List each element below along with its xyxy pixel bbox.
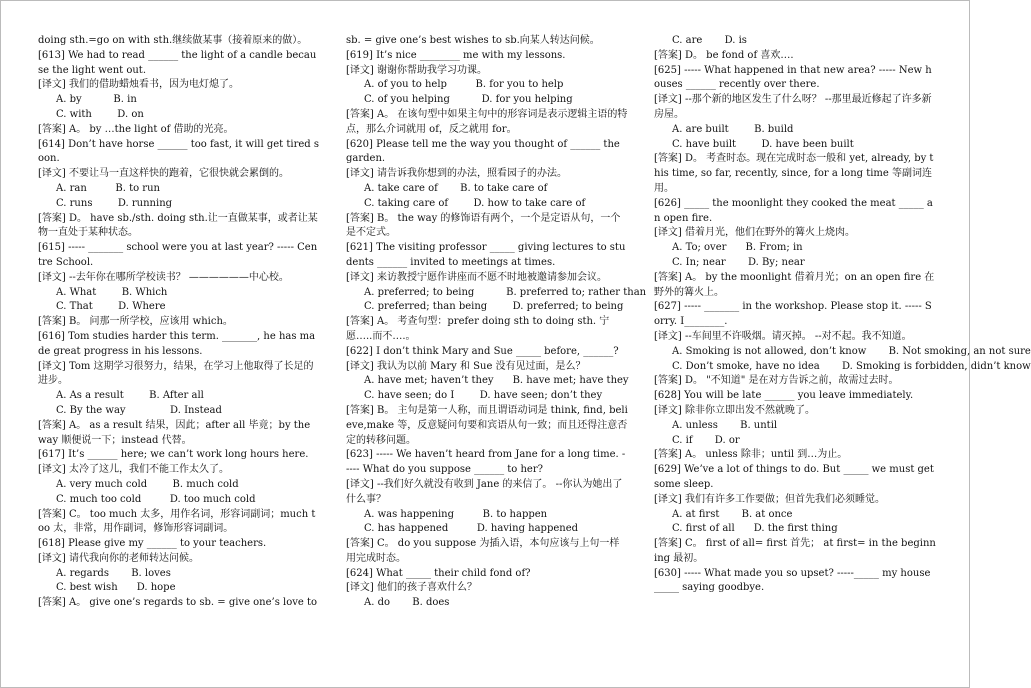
- answer-options: A. What B. Which: [56, 286, 168, 298]
- text-line: [616] Tom studies harder this term. _______, he has made great progress in his lessons.: [38, 330, 316, 357]
- text-line: [译文] --车间里不许吸烟。请灭掉。 --对不起。我不知道。: [654, 330, 912, 342]
- text-line: [译文] --去年你在哪所学校读书？ ——————中心校。: [38, 271, 289, 283]
- text-line: [613] We had to read ______ the light of a candle because the light went out.: [38, 49, 317, 76]
- text-line: [620] Please tell me the way you thought of ______ the garden.: [346, 138, 620, 165]
- answer-options: A. take care of B. to take care of: [364, 182, 548, 194]
- answer-options: A. have met; haven’t they B. have met; have they: [364, 375, 629, 387]
- answer-options: A. by B. in: [56, 94, 137, 106]
- text-line: [答案] C。 too much 太多，用作名词，形容词副词；much too 太，非常，用作副词，修饰形容词副词。: [38, 508, 316, 535]
- text-line: [625] ----- What happened in that new area? ----- New houses ______ recently over there.: [654, 64, 932, 91]
- text-line: [626] _____ the moonlight they cooked the meat _____ an open fire.: [654, 197, 933, 224]
- text-line: [623] ----- We haven’t heard from Jane for a long time. ----- What do you suppose ______ to her?: [346, 449, 626, 476]
- text-line: [译文] 谢谢你帮助我学习功课。: [346, 64, 487, 76]
- text-line: [译文] 不要让马一直这样快的跑着，它很快就会累倒的。: [38, 168, 289, 180]
- answer-options: C. have seen; do I D. have seen; don’t they: [364, 390, 603, 402]
- text-line: [译文] 请告诉我你想到的办法，照看园子的办法。: [346, 168, 567, 180]
- answer-options: C. with D. on: [56, 108, 144, 120]
- text-line: [627] ----- _______ in the workshop. Please stop it. ----- Sorry. I________.: [654, 301, 932, 328]
- text-line: [答案] A。 考查句型：prefer doing sth to doing sth. 宁愿…..而不….。: [346, 316, 610, 342]
- answer-options: C. That D. Where: [56, 301, 166, 313]
- answer-options: A. very much cold B. much cold: [56, 478, 239, 490]
- answer-options: C. best wish D. hope: [56, 582, 176, 594]
- answer-options: C. much too cold D. too much cold: [56, 493, 256, 505]
- answer-options: C. preferred; than being D. preferred; to being: [364, 301, 624, 313]
- text-line: [译文] 我们的借助蜡烛看书，因为电灯熄了。: [38, 79, 239, 91]
- text-line: [答案] A。 by the moonlight 借着月光；on an open fire 在野外的篝火上。: [654, 271, 935, 298]
- text-line: [624] What _____ their child fond of?: [346, 567, 531, 579]
- text-column-middle: [346, 34, 647, 611]
- text-column-right: [654, 34, 1031, 596]
- text-line: [答案] B。 the way 的修饰语有两个，一个是定语从句，一个是不定式。: [346, 212, 621, 239]
- text-line: [译文] 请代我向你的老师转达问候。: [38, 552, 199, 564]
- text-line: [答案] A。 as a result 结果，因此；after all 毕竟；by the way 顺便说一下；instead 代替。: [38, 419, 311, 446]
- text-line: [615] ----- _______ school were you at last year? ----- Centre School.: [38, 242, 318, 268]
- answer-options: A. To; over B. From; in: [672, 242, 803, 254]
- text-line: [630] ----- What made you so upset? -----_____ my house _____ saying goodbye.: [654, 567, 931, 594]
- text-line: [答案] B。 问那一所学校，应该用 which。: [38, 316, 233, 328]
- text-line: [译文] Tom 这期学习很努力，结果，在学习上他取得了长足的进步。: [38, 360, 314, 387]
- answer-options: A. As a result B. After all: [56, 390, 204, 402]
- text-line: [答案] D。 "不知道" 是在对方告诉之前，故需过去时。: [654, 375, 899, 387]
- text-line: [答案] B。 主句是第一人称，而且谓语动词是 think, find, believe,make 等，反意疑问句要和宾语从句一致；而且还得注意否定的转移问题。: [346, 404, 628, 446]
- answer-options: C. have built D. have been built: [672, 138, 854, 150]
- text-line: [答案] C。 first of all= first 首先； at first= in the beginning 最初。: [654, 538, 936, 564]
- text-line: [622] I don’t think Mary and Sue _____ before, ______?: [346, 345, 619, 357]
- text-line: [621] The visiting professor _____ giving lectures to students ______ invited to meetings at times.: [346, 242, 626, 268]
- text-line: [译文] --那个新的地区发生了什么呀？ --那里最近修起了许多新房屋。: [654, 94, 932, 120]
- answer-options: C. has happened D. having happened: [364, 523, 579, 535]
- answer-options: A. regards B. loves: [56, 567, 171, 579]
- text-line: [答案] A。 unless 除非；until 到…为止。: [654, 449, 848, 461]
- text-line: [614] Don’t have horse ______ too fast, it will get tired soon.: [38, 138, 320, 165]
- text-line: [答案] D。 考查时态。现在完成时态一般和 yet, already, by this time, so far, recently, since, for a long time 等副词连用。: [654, 153, 934, 194]
- answer-options: C. first of all D. the first thing: [672, 523, 838, 535]
- answer-options: C. By the way D. Instead: [56, 404, 222, 416]
- text-line: doing sth.=go on with sth.继续做某事（接着原来的做）。: [38, 35, 308, 46]
- text-line: [译文] 借着月光，他们在野外的篝火上烧肉。: [654, 227, 855, 239]
- text-line: [译文] 太冷了这儿，我们不能工作太久了。: [38, 464, 229, 476]
- answer-options: A. of you to help B. for you to help: [364, 79, 564, 91]
- text-line: [629] We’ve a lot of things to do. But _____ we must get some sleep.: [654, 464, 934, 490]
- text-line: [译文] 来访教授宁愿作讲座而不愿不时地被邀请参加会议。: [346, 271, 607, 283]
- text-line: [618] Please give my ______ to your teachers.: [38, 538, 267, 550]
- text-line: [答案] D。 have sb./sth. doing sth.让一直做某事，或者让某物一直处于某种状态。: [38, 212, 318, 239]
- answer-options: A. preferred; to being B. preferred to; rather than: [364, 286, 647, 298]
- answer-options: A. ran B. to run: [56, 182, 160, 194]
- text-line: [译文] 除非你立即出发不然就晚了。: [654, 404, 815, 416]
- answer-options: A. are built B. build: [672, 123, 794, 135]
- answer-options: C. are D. is: [672, 35, 747, 46]
- text-line: [答案] C。 do you suppose 为插入语，本句应该与上句一样用完成时态。: [346, 538, 620, 564]
- text-line: [答案] A。 by …the light of 借助的光亮。: [38, 123, 234, 135]
- answer-options: A. Smoking is not allowed, don’t know B. Not smoking, an not sure: [672, 345, 1031, 357]
- answer-options: A. do B. does: [364, 597, 450, 609]
- text-line: [答案] A。 give one’s regards to sb. = give one’s love to: [38, 597, 318, 609]
- answer-options: C. if D. or: [672, 434, 740, 446]
- answer-options: A. was happening B. to happen: [364, 508, 548, 520]
- answer-options: A. unless B. until: [672, 419, 778, 431]
- text-column-left: [38, 34, 321, 611]
- text-line: [答案] A。 在该句型中如果主句中的形容词是表示逻辑主语的特点，那么介词就用 of，反之就用 for。: [346, 108, 628, 135]
- text-line: [译文] 我们有许多工作要做；但首先我们必须睡觉。: [654, 493, 885, 505]
- answer-options: C. taking care of D. how to take care of: [364, 197, 586, 209]
- text-line: [619] It’s nice ________ me with my lessons.: [346, 49, 566, 61]
- answer-options: C. In; near D. By; near: [672, 256, 805, 268]
- text-line: [译文] 我认为以前 Mary 和 Sue 没有见过面，是么？: [346, 360, 586, 372]
- answer-options: C. runs D. running: [56, 197, 173, 209]
- answer-options: C. of you helping D. for you helping: [364, 94, 573, 106]
- text-line: [译文] 他们的孩子喜欢什么？: [346, 582, 477, 594]
- text-line: [译文] --我们好久就没有收到 Jane 的来信了。 --你认为她出了什么事？: [346, 478, 623, 505]
- text-line: [628] You will be late ______ you leave immediately.: [654, 390, 914, 402]
- answer-options: C. Don’t smoke, have no idea D. Smoking is forbidden, didn’t know: [672, 360, 1031, 372]
- text-line: [617] It’s ______ here; we can’t work long hours here.: [38, 449, 309, 461]
- answer-options: A. at first B. at once: [672, 508, 793, 520]
- text-line: sb. = give one’s best wishes to sb.向某人转达问候。: [346, 35, 600, 46]
- text-line: [答案] D。 be fond of 喜欢….: [654, 49, 794, 61]
